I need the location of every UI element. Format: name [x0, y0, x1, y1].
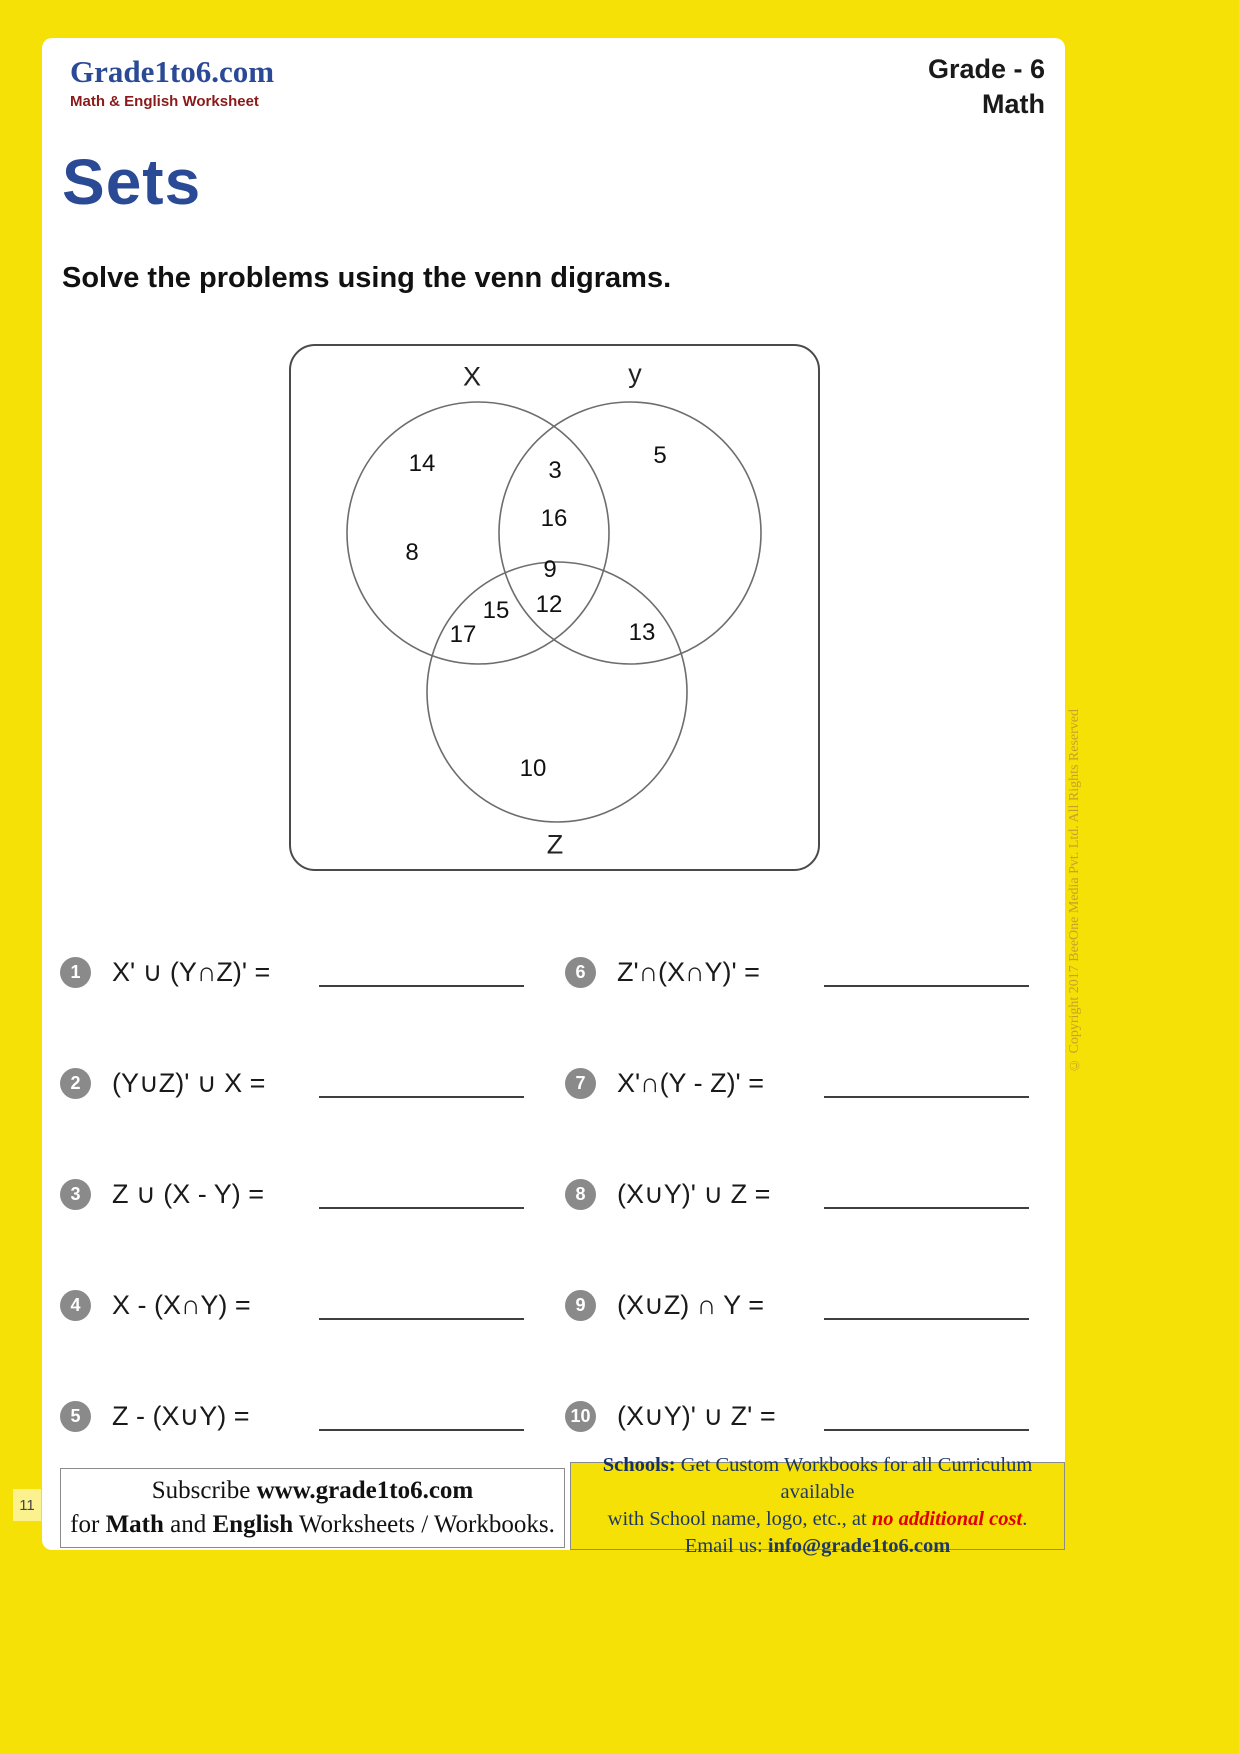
- subscribe-math: Math: [105, 1511, 164, 1538]
- problem-row-7: [565, 1068, 1050, 1099]
- brand-header: [70, 54, 274, 110]
- venn-value-xy-lower: 16: [540, 505, 568, 532]
- problem-row-1: [60, 957, 565, 988]
- problem-expression: X'∩(Y - Z)' =: [617, 1068, 764, 1098]
- problem-number-badge: 10: [565, 1401, 596, 1432]
- answer-blank: [319, 1318, 524, 1320]
- venn-value-z-only: 10: [519, 755, 547, 782]
- circle-x: [347, 402, 609, 664]
- problem-row-9: [565, 1290, 1050, 1321]
- answer-blank: [824, 1318, 1029, 1320]
- email-label: Email us:: [684, 1535, 763, 1558]
- problem-number-badge: 9: [565, 1290, 596, 1321]
- venn-value-xz-outer: 17: [449, 621, 477, 648]
- problem-number-badge: 7: [565, 1068, 596, 1099]
- problem-number-badge: 3: [60, 1179, 91, 1210]
- schools-line2: [571, 1506, 1064, 1533]
- venn-value-xyz-upper: 9: [543, 556, 557, 583]
- schools-line1: [571, 1452, 1064, 1506]
- problem-expression: (X∪Y)' ∪ Z =: [617, 1179, 771, 1209]
- problem-expression: X - (X∩Y) =: [112, 1290, 251, 1320]
- schools-line3: [571, 1533, 1064, 1560]
- answer-blank: [824, 985, 1029, 987]
- answer-blank: [319, 1207, 524, 1209]
- schools-label: Schools:: [602, 1453, 676, 1476]
- set-x-label: X: [462, 361, 482, 392]
- problems-grid: [60, 917, 1050, 1472]
- problem-expression: Z ∪ (X - Y) =: [112, 1179, 265, 1209]
- problem-row-8: [565, 1179, 1050, 1210]
- problem-row-5: [60, 1401, 565, 1432]
- answer-blank: [824, 1429, 1029, 1431]
- problem-number-badge: 8: [565, 1179, 596, 1210]
- subscribe-and: and: [170, 1511, 207, 1538]
- page-number: 11: [13, 1489, 41, 1521]
- problem-number-badge: 4: [60, 1290, 91, 1321]
- problem-row-10: [565, 1401, 1050, 1432]
- no-additional-cost-text: no additional cost: [871, 1508, 1023, 1530]
- venn-value-yz: 13: [628, 619, 656, 646]
- subscribe-box: [60, 1468, 565, 1548]
- subscribe-for: for: [70, 1511, 100, 1538]
- logo-subtitle: Math & English Worksheet: [70, 93, 259, 110]
- problem-expression: X' ∪ (Y∩Z)' =: [112, 957, 271, 987]
- logo-title: Grade1to6.com: [70, 54, 275, 89]
- set-z-label: Z: [546, 829, 564, 860]
- site-link: www.grade1to6.com: [256, 1477, 474, 1505]
- subscribe-line2: [70, 1508, 555, 1542]
- problem-row-6: [565, 957, 1050, 988]
- answer-blank: [319, 1429, 524, 1431]
- worksheet-sheet: [42, 38, 1065, 1558]
- problem-number-badge: 6: [565, 957, 596, 988]
- answer-blank: [319, 1096, 524, 1098]
- problem-expression: (X∪Y)' ∪ Z' =: [617, 1401, 776, 1431]
- subscribe-line1: [152, 1474, 474, 1508]
- email-address: info@grade1to6.com: [767, 1535, 951, 1558]
- problem-number-badge: 5: [60, 1401, 91, 1432]
- grade-label: Grade - 6: [927, 54, 1045, 84]
- schools-period: .: [1022, 1508, 1028, 1530]
- subscribe-prefix: Subscribe: [151, 1477, 251, 1505]
- subscribe-rest: Worksheets / Workbooks.: [298, 1511, 555, 1538]
- answer-blank: [824, 1207, 1029, 1209]
- copyright-vertical-text: © Copyright 2017 BeeOne Media Pvt. Ltd. All Rights Reserved: [1067, 708, 1082, 1072]
- answer-blank: [319, 985, 524, 987]
- problem-number-badge: 1: [60, 957, 91, 988]
- venn-value-x-only-top: 14: [408, 450, 436, 477]
- venn-diagram-box: [289, 344, 820, 871]
- venn-value-xy-upper: 3: [548, 457, 562, 484]
- venn-value-xyz-lower: 12: [535, 591, 563, 618]
- schools-text2: with School name, logo, etc., at: [607, 1508, 867, 1530]
- problem-number-badge: 2: [60, 1068, 91, 1099]
- subscribe-english: English: [212, 1511, 294, 1538]
- subject-label: Math: [982, 89, 1045, 120]
- venn-value-xz-inner: 15: [482, 597, 510, 624]
- venn-value-x-only-left: 8: [405, 539, 419, 566]
- venn-value-y-only: 5: [653, 442, 667, 469]
- problem-expression: Z'∩(X∩Y)' =: [617, 957, 760, 987]
- answer-blank: [824, 1096, 1029, 1098]
- set-y-label: y: [628, 358, 642, 389]
- problem-row-2: [60, 1068, 565, 1099]
- problem-row-4: [60, 1290, 565, 1321]
- problem-expression: (Y∪Z)' ∪ X =: [112, 1068, 266, 1098]
- grade-subject-header: [928, 52, 1045, 122]
- page-title: Sets: [62, 146, 202, 218]
- problem-expression: (X∪Z) ∩ Y =: [617, 1290, 764, 1320]
- instruction-text: Solve the problems using the venn digrams.: [62, 262, 672, 294]
- problem-row-3: [60, 1179, 565, 1210]
- problem-expression: Z - (X∪Y) =: [112, 1401, 250, 1431]
- schools-box: [570, 1453, 1065, 1558]
- schools-text1: Get Custom Workbooks for all Curriculum available: [680, 1453, 1033, 1503]
